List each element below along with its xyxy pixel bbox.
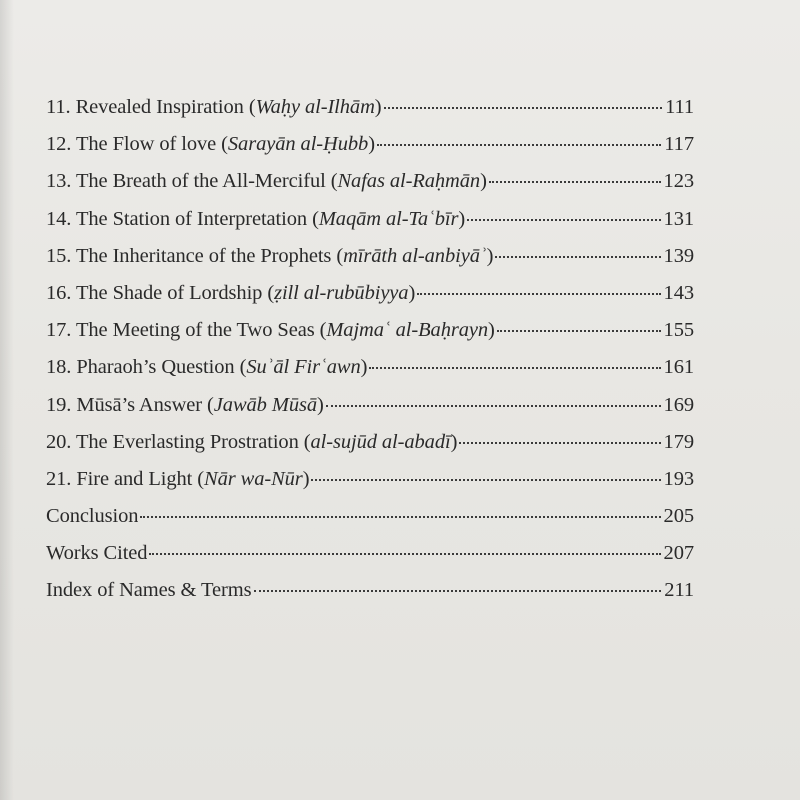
toc-entry (46, 505, 694, 542)
dot-leader (149, 553, 660, 555)
toc-page-number: 131 (663, 207, 694, 230)
toc-entry-title-text: 20. The Everlasting Prostration ( (46, 430, 311, 453)
toc-entry-title-text: 19. Mūsā’s Answer ( (46, 393, 214, 416)
toc-page-number: 193 (663, 467, 694, 490)
toc-entry (46, 579, 694, 616)
dot-leader (311, 479, 660, 481)
table-of-contents (46, 96, 694, 617)
toc-entry-title-suffix: ) (368, 133, 375, 156)
toc-entry (46, 468, 694, 505)
toc-page-number: 161 (663, 356, 694, 379)
toc-entry-title-text: 16. The Shade of Lordship ( (46, 281, 275, 304)
toc-page-number: 211 (664, 579, 694, 602)
dot-leader (497, 330, 661, 332)
toc-entry (46, 319, 694, 356)
toc-entry-transliteration: Suʾāl Firʿawn (246, 356, 361, 379)
toc-entry (46, 542, 694, 579)
toc-entry (46, 394, 694, 431)
toc-entry-title (46, 170, 487, 193)
dot-leader (467, 219, 660, 221)
dot-leader (459, 442, 660, 444)
dot-leader (489, 181, 661, 183)
toc-entry-title (46, 208, 465, 231)
toc-entry-title (46, 133, 375, 156)
toc-entry-title-text: 15. The Inheritance of the Prophets ( (46, 244, 344, 267)
toc-entry-title-text: 13. The Breath of the All-Merciful ( (46, 170, 338, 193)
dot-leader (326, 405, 661, 407)
toc-entry-transliteration: mīrāth al-anbiyāʾ (343, 244, 487, 267)
toc-entry-transliteration: Sarayān al-Ḥubb (227, 133, 369, 156)
dot-leader (369, 367, 660, 369)
toc-entry-transliteration: Waḥy al-Ilhām (255, 96, 375, 118)
toc-entry-title-suffix: ) (408, 281, 416, 304)
toc-entry-title-suffix: ) (458, 207, 466, 230)
toc-entry-title-text: 17. The Meeting of the Two Seas ( (46, 319, 327, 342)
toc-page-number: 117 (664, 133, 694, 156)
toc-entry-title-suffix: ) (302, 467, 310, 490)
toc-entry-title-suffix: ) (450, 430, 458, 453)
dot-leader (495, 256, 660, 258)
toc-entry-title-text: 18. Pharaoh’s Question ( (46, 356, 247, 379)
toc-entry-title-suffix: ) (374, 96, 382, 118)
toc-entry (46, 431, 694, 468)
toc-entry-title-suffix: ) (480, 170, 487, 193)
toc-entry-title (46, 542, 147, 565)
dot-leader (140, 516, 660, 518)
toc-entry-title (46, 468, 309, 491)
toc-entry-transliteration: ẓill al-rubūbiyya (274, 281, 409, 304)
toc-entry-title-text: Index of Names & Terms (46, 579, 252, 602)
toc-entry-title (46, 394, 324, 417)
page-spine-shadow (0, 0, 14, 800)
toc-entry-title (46, 431, 457, 454)
toc-page-number: 111 (665, 96, 694, 118)
toc-entry (46, 133, 694, 170)
toc-entry-title-suffix: ) (360, 356, 368, 379)
dot-leader (384, 107, 663, 109)
toc-page-number: 155 (663, 319, 694, 342)
toc-entry-title (46, 579, 252, 602)
toc-entry-title-suffix: ) (317, 393, 324, 416)
toc-entry-title-suffix: ) (488, 319, 495, 342)
toc-page-number: 205 (663, 505, 694, 528)
toc-entry-title-text: Conclusion (46, 505, 139, 528)
toc-page-number: 207 (663, 542, 694, 565)
toc-entry-title (46, 245, 493, 268)
toc-entry-title (46, 505, 138, 528)
toc-entry-transliteration: Nār wa-Nūr (204, 467, 303, 490)
toc-entry-title-text: 21. Fire and Light ( (46, 467, 204, 490)
toc-entry-title-text: Works Cited (46, 542, 148, 565)
toc-entry-transliteration: Jawāb Mūsā (213, 393, 317, 416)
toc-entry-title-text: 12. The Flow of love ( (46, 133, 228, 156)
toc-entry-title-text: 14. The Station of Interpretation ( (46, 207, 319, 230)
toc-page-number: 179 (663, 430, 694, 453)
toc-entry-title (46, 96, 382, 119)
toc-entry-transliteration: Majmaʿ al-Baḥrayn (326, 319, 489, 342)
toc-entry (46, 170, 694, 207)
dot-leader (417, 293, 660, 295)
dot-leader (377, 144, 661, 146)
toc-page-number: 139 (663, 244, 694, 267)
toc-entry (46, 356, 694, 393)
toc-page-number: 169 (663, 393, 694, 416)
toc-entry (46, 96, 694, 133)
toc-page-number: 143 (663, 281, 694, 304)
toc-entry-title (46, 319, 495, 342)
toc-entry-title-text: 11. Revealed Inspiration ( (46, 96, 256, 118)
toc-entry-title-suffix: ) (486, 244, 494, 267)
toc-entry-transliteration: al-sujūd al-abadī (310, 430, 451, 453)
toc-entry-title (46, 282, 415, 305)
toc-entry (46, 245, 694, 282)
toc-entry-transliteration: Maqām al-Taʿbīr (318, 207, 459, 230)
toc-entry-transliteration: Nafas al-Raḥmān (337, 170, 481, 193)
dot-leader (254, 590, 662, 592)
toc-page-number: 123 (663, 170, 694, 193)
toc-entry (46, 282, 694, 319)
toc-entry-title (46, 356, 367, 379)
toc-entry (46, 208, 694, 245)
